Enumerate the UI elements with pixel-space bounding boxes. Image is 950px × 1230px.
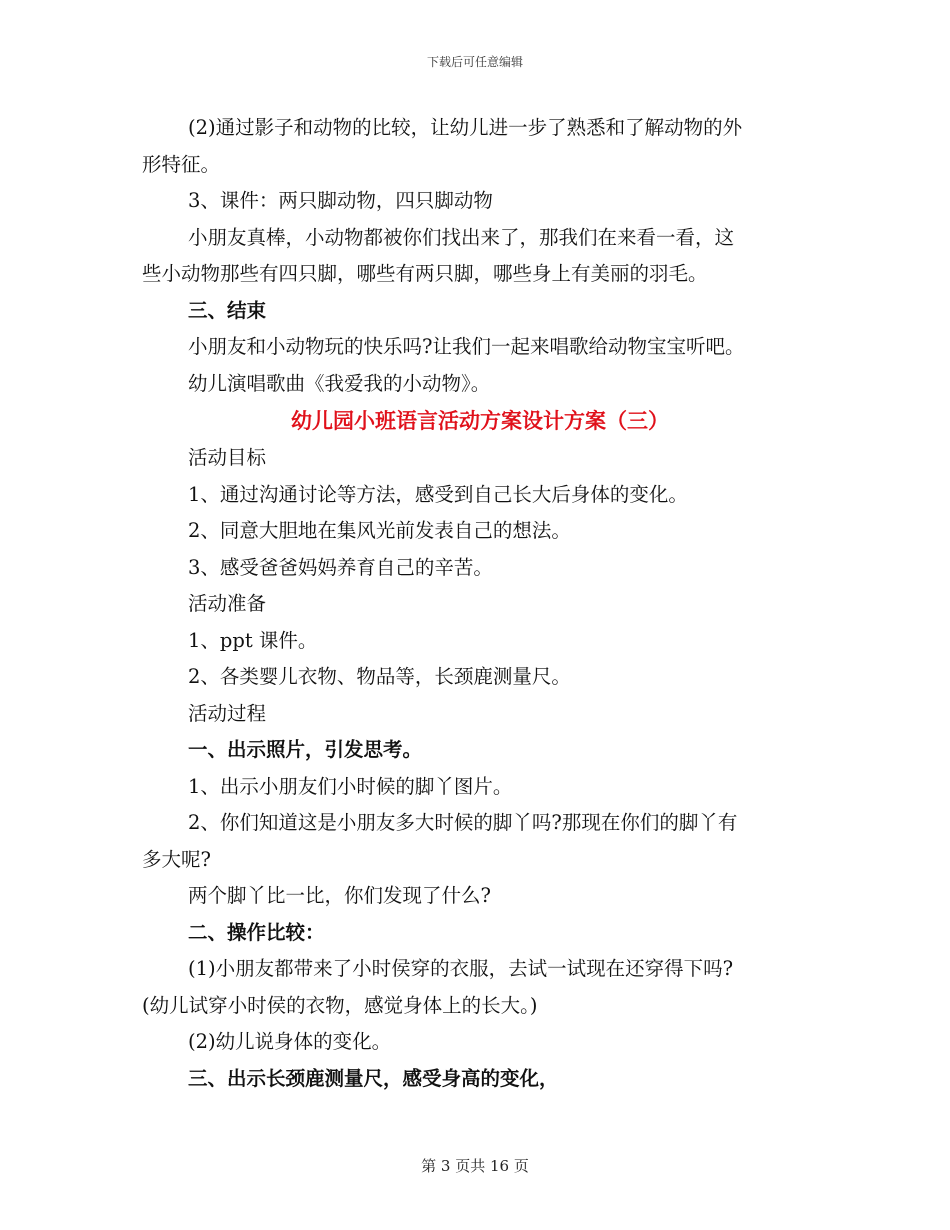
paragraph-line: 多大呢? [142, 847, 211, 871]
list-item: 2、同意大胆地在集风光前发表自己的想法。 [188, 519, 571, 542]
subheading-goals: 活动目标 [188, 446, 267, 469]
paragraph-line: 形特征。 [142, 152, 221, 176]
step-heading: 二、操作比较： [188, 920, 325, 944]
paragraph-line: 3、课件：两只脚动物，四只脚动物 [188, 189, 493, 212]
subheading-end: 三、结束 [188, 298, 267, 322]
paragraph-line: 2、你们知道这是小朋友多大时候的脚丫吗?那现在你们的脚丫有 [188, 811, 738, 834]
list-item: 1、出示小朋友们小时候的脚丫图片。 [188, 774, 513, 798]
paragraph-line: (1)小朋友都带来了小时侯穿的衣服，去试一试现在还穿得下吗? [188, 957, 734, 980]
paragraph-line: 小朋友真棒，小动物都被你们找出来了，那我们在来看一看，这 [188, 225, 735, 249]
subheading-process: 活动过程 [188, 701, 267, 725]
paragraph-line: 些小动物那些有四只脚，哪些有两只脚，哪些身上有美丽的羽毛。 [142, 262, 708, 285]
section-title: 幼儿园小班语言活动方案设计方案（三） [291, 408, 669, 433]
paragraph-line: 小朋友和小动物玩的快乐吗?让我们一起来唱歌给动物宝宝听吧。 [188, 335, 745, 358]
step-heading: 一、出示照片，引发思考。 [188, 738, 423, 761]
list-item: 1、通过沟通讨论等方法，感受到自己长大后身体的变化。 [188, 482, 688, 506]
list-item: 1、ppt 课件。 [188, 628, 318, 652]
page-header: 下载后可任意编辑 [426, 55, 523, 69]
paragraph-line: (2)通过影子和动物的比较，让幼儿进一步了熟悉和了解动物的外 [188, 116, 743, 139]
list-item: 3、感受爸爸妈妈养育自己的辛苦。 [188, 555, 493, 579]
subheading-preparation: 活动准备 [188, 592, 267, 615]
page-footer: 第 3 页共 16 页 [421, 1157, 529, 1175]
paragraph-line: (2)幼儿说身体的变化。 [188, 1030, 392, 1053]
paragraph-line: 幼儿演唱歌曲《我爱我的小动物》。 [188, 371, 491, 395]
document-body [142, 110, 810, 1097]
paragraph-line: (幼儿试穿小时侯的衣物，感觉身体上的长大。) [142, 993, 538, 1017]
paragraph-line: 两个脚丫比一比，你们发现了什么? [188, 884, 491, 907]
list-item: 2、各类婴儿衣物、物品等，长颈鹿测量尺。 [188, 665, 571, 688]
step-heading: 三、出示长颈鹿测量尺，感受身高的变化， [188, 1066, 559, 1090]
